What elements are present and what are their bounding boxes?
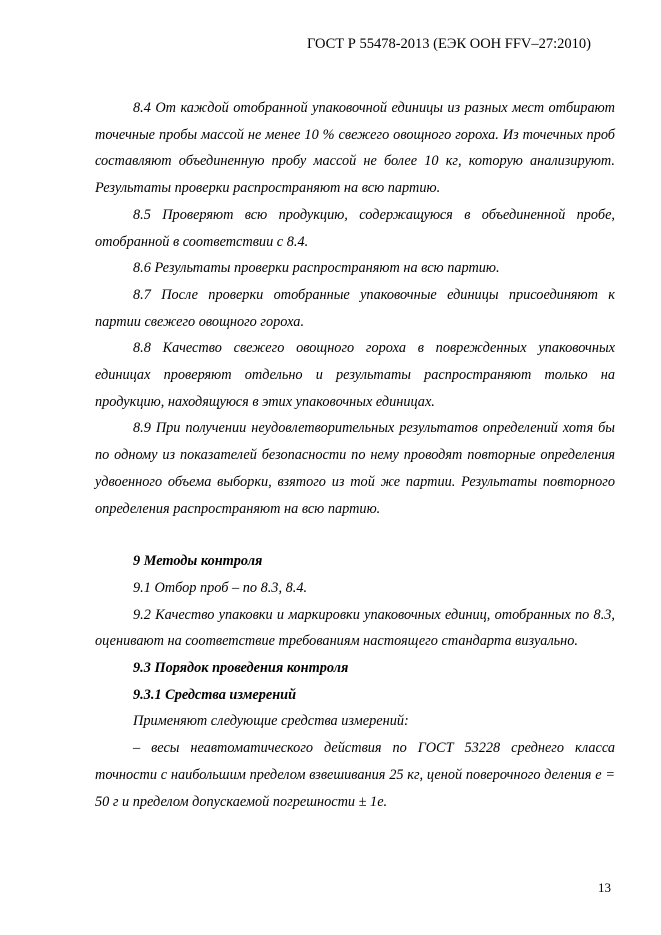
section-heading-9-3: 9.3 Порядок проведения контроля [133, 660, 349, 677]
page-number: 13 [598, 880, 611, 895]
paragraph-scales: – весы неавтоматического действия по ГОСТ 53228 среднего класса точности с наибольшим пределом взвешивания 25 кг, ценой поверочного деления e = 50 г и пределом допускаемой погрешности ± 1e. [95, 740, 615, 810]
paragraph-8-9: 8.9 При получении неудовлетворительных результатов определений хотя бы по одному из показателей безопасности по нему проводят повторные определения удвоенного объема выборки, взятого из той же партии. Результаты повторного определения распространяют на всю партию. [95, 420, 615, 517]
paragraph-8-6: 8.6 Результаты проверки распространяют на всю партию. [133, 260, 500, 277]
paragraph-8-4: 8.4 От каждой отобранной упаковочной единицы из разных мест отбирают точечные пробы массой не менее 10 % свежего овощного гороха. Из точечных проб составляют объединенную пробу массой не более 10 кг, которую анализируют. Результаты проверки распространяют на всю партию. [95, 100, 615, 197]
paragraph-9-2: 9.2 Качество упаковки и маркировки упаковочных единиц, отобранных по 8.3, оценивают на соответствие требованиям настоящего стандарта визуально. [95, 606, 615, 650]
paragraph-8-7: 8.7 После проверки отобранные упаковочные единицы присоединяют к партии свежего овощного гороха. [95, 286, 615, 330]
section-heading-9-3-1: 9.3.1 Средства измерений [133, 686, 297, 703]
paragraph-9-1: 9.1 Отбор проб – по 8.3, 8.4. [133, 579, 308, 596]
paragraph-instruments-intro: Применяют следующие средства измерений: [133, 713, 409, 730]
paragraph-8-8: 8.8 Качество свежего овощного гороха в поврежденных упаковочных единицах проверяют отдельно и результаты распространяют только на продукцию, находящуюся в этих упаковочных единицах. [95, 340, 615, 410]
document-body [95, 95, 615, 815]
paragraph-8-5: 8.5 Проверяют всю продукцию, содержащуюся в объединенной пробе, отобранной в соответствии с 8.4. [95, 206, 615, 250]
section-heading-9: 9 Методы контроля [133, 553, 263, 570]
document-header: ГОСТ Р 55478-2013 (ЕЭК ООН FFV–27:2010) [306, 36, 591, 52]
